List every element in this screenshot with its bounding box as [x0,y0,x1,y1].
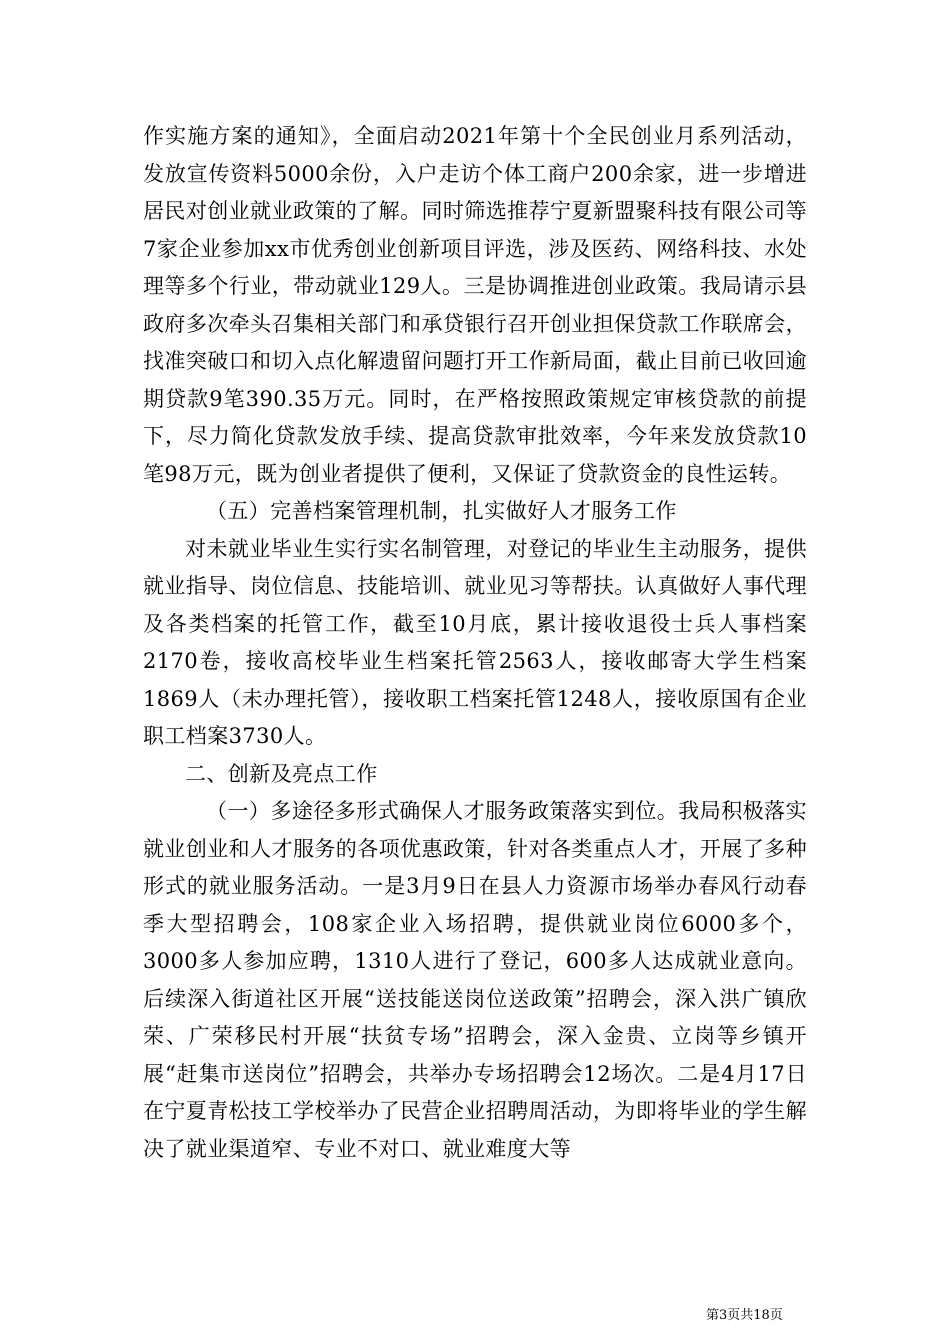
section-heading-innovation: 二、创新及亮点工作 [185,761,378,786]
paragraph-archive-management: 对未就业毕业生实行实名制管理，对登记的毕业生主动服务，提供就业指导、岗位信息、技能培训、就业见习等帮扶。认真做好人事代理及各类档案的托管工作，截至10月底，累计接收退役士兵人事档案2170卷，接收高校毕业生档案托管2563人，接收邮寄大学生档案1869人（未办理托管），接收职工档案托管1248人，接收原国有企业职工档案3730人。 [143,536,807,748]
section-heading-five: （五）完善档案管理机制，扎实做好人才服务工作 [206,499,677,523]
paragraph-continuation: 作实施方案的通知》，全面启动2021年第十个全民创业月系列活动，发放宣传资料5000余份，入户走访个体工商户200余家，进一步增进居民对创业就业政策的了解。同时筛选推荐宁夏新盟聚科技有限公司等7家企业参加xx市优秀创业创新项目评选，涉及医药、网络科技、水处理等多个行业，带动就业129人。三是协调推进创业政策。我局请示县政府多次牵头召集相关部门和承贷银行召开创业担保贷款工作联席会，找准突破口和切入点化解遗留问题打开工作新局面，截止目前已收回逾期贷款9笔390.35万元。同时，在严格按照政策规定审核贷款的前提下，尽力简化贷款发放手续、提高贷款审批效率，今年来发放贷款10笔98万元，既为创业者提供了便利，又保证了贷款资金的良性运转。 [143,124,807,486]
paragraph-talent-service-policy: （一）多途径多形式确保人才服务政策落实到位。我局积极落实就业创业和人才服务的各项优惠政策，针对各类重点人才，开展了多种形式的就业服务活动。一是3月9日在县人力资源市场举办春风行动春季大型招聘会，108家企业入场招聘，提供就业岗位6000多个，3000多人参加应聘，1310人进行了登记，600多人达成就业意向。后续深入街道社区开展“送技能送岗位送政策”招聘会，深入洪广镇欣荣、广荣移民村开展“扶贫专场”招聘会，深入金贵、立岗等乡镇开展“赶集市送岗位”招聘会，共举办专场招聘会12场次。二是4月17日在宁夏青松技工学校举办了民营企业招聘周活动，为即将毕业的学生解决了就业渠道窄、专业不对口、就业难度大等 [143,799,807,1161]
document-body [143,118,807,1168]
page-number: 第3页共18页 [706,1308,783,1323]
